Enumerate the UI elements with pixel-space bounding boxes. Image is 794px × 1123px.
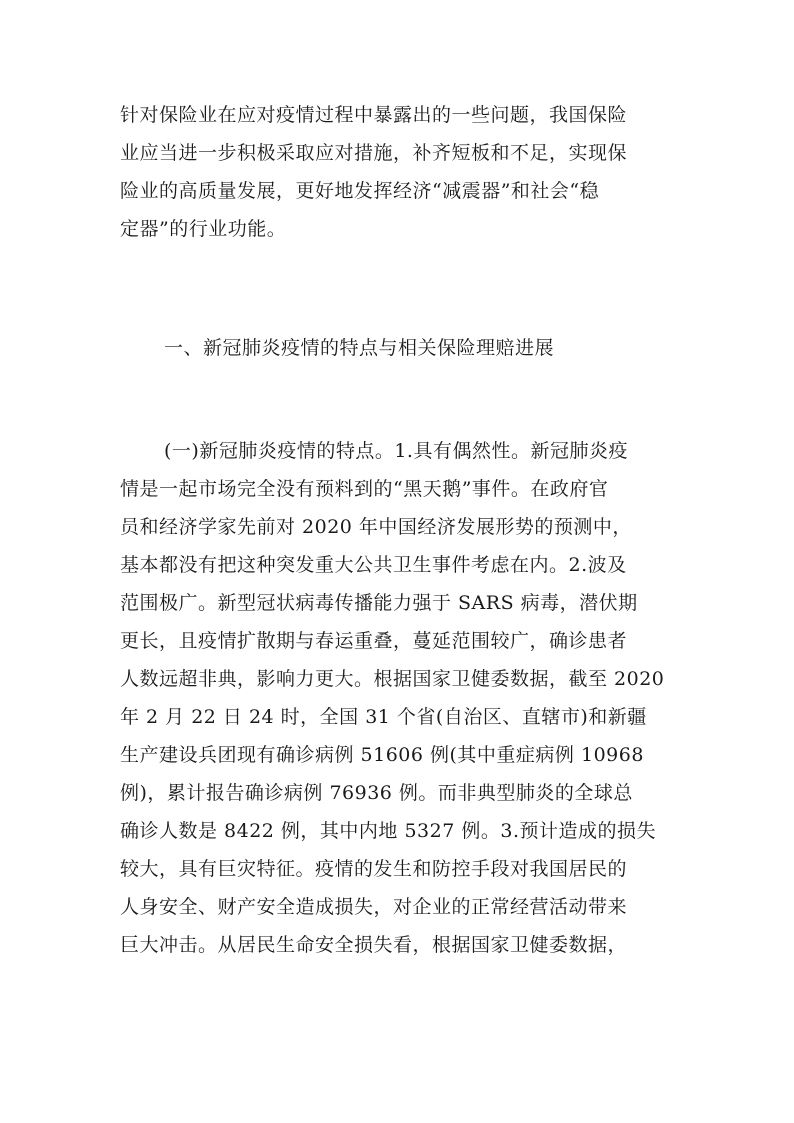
text-line: 基本都没有把这种突发重大公共卫生事件考虑在内。2.波及 <box>120 554 627 576</box>
text-line: 生产建设兵团现有确诊病例 51606 例(其中重症病例 10968 <box>120 744 644 766</box>
text-line: 针对保险业在应对疫情过程中暴露出的一些问题，我国保险 <box>120 104 628 126</box>
section-heading: 一、新冠肺炎疫情的特点与相关保险理赔进展 <box>164 337 555 359</box>
text-line: 更长，且疫情扩散期与春运重叠，蔓延范围较广，确诊患者 <box>120 630 628 652</box>
intro-paragraph <box>120 96 680 248</box>
text-line: 巨大冲击。从居民生命安全损失看，根据国家卫健委数据， <box>120 934 628 956</box>
text-line: 人数远超非典，影响力更大。根据国家卫健委数据，截至 2020 <box>120 668 665 690</box>
text-line: 确诊人数是 8422 例，其中内地 5327 例。3.预计造成的损失 <box>120 820 656 842</box>
text-line: 例)，累计报告确诊病例 76936 例。而非典型肺炎的全球总 <box>120 782 633 804</box>
text-line: 较大，具有巨灾特征。疫情的发生和防控手段对我国居民的 <box>120 858 628 880</box>
text-line: 情是一起市场完全没有预料到的“黑天鹅”事件。在政府官 <box>120 478 609 500</box>
text-line: 员和经济学家先前对 2020 年中国经济发展形势的预测中， <box>120 516 632 538</box>
text-line: 范围极广。新型冠状病毒传播能力强于 SARS 病毒，潜伏期 <box>120 592 638 614</box>
section-body-paragraph <box>120 432 680 964</box>
text-line: 险业的高质量发展，更好地发挥经济“减震器”和社会“稳 <box>120 180 600 202</box>
text-line: (一)新冠肺炎疫情的特点。1.具有偶然性。新冠肺炎疫 <box>164 440 628 462</box>
text-line: 年 2 月 22 日 24 时，全国 31 个省(自治区、直辖市)和新疆 <box>120 706 647 728</box>
text-line: 定器”的行业功能。 <box>120 218 287 240</box>
text-line: 业应当进一步积极采取应对措施，补齐短板和不足，实现保 <box>120 142 628 164</box>
text-line: 人身安全、财产安全造成损失，对企业的正常经营活动带来 <box>120 896 628 918</box>
